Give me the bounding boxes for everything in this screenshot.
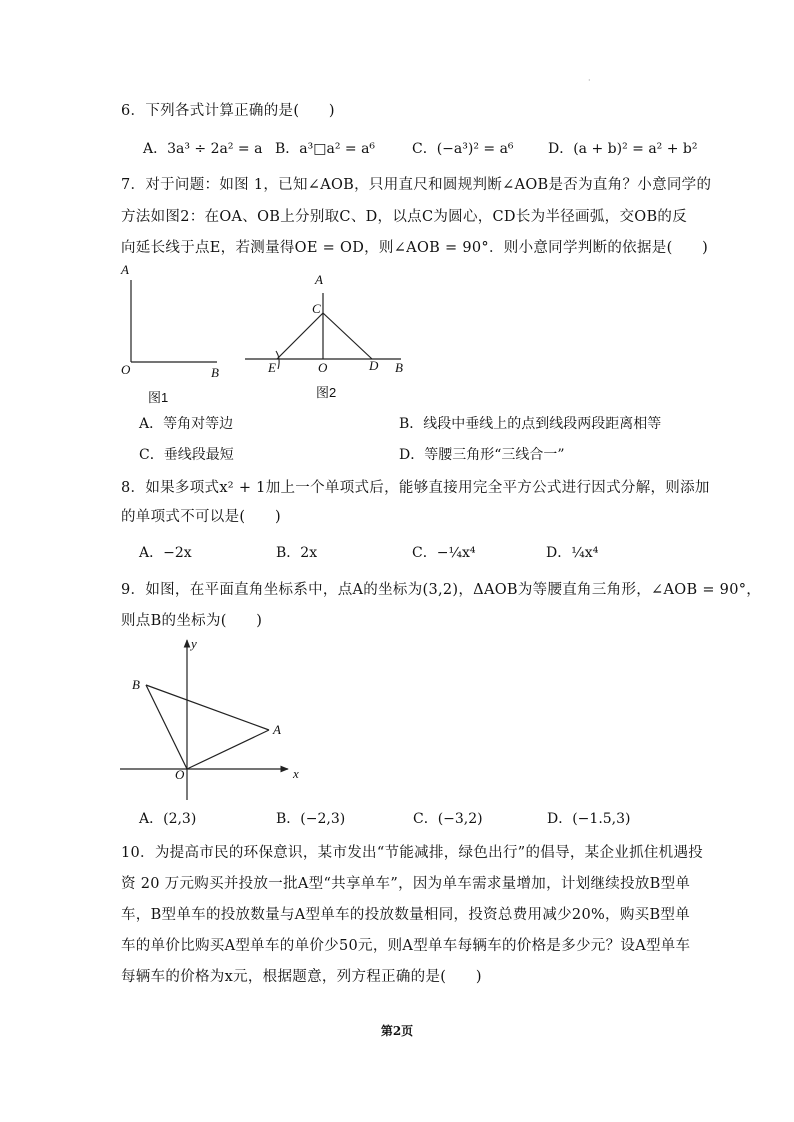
q7-line-1: 7．对于问题：如图 1，已知∠AOB，只用直尺和圆规判断∠AOB是否为直角？小意同学的 (121, 177, 712, 193)
fig2-label-a: A (315, 272, 323, 287)
q9-option-d[interactable]: D．(−1.5,3) (547, 811, 631, 827)
fig1-label-o: O (121, 362, 131, 377)
fig2-label-c: C (312, 301, 321, 316)
q8-option-a[interactable]: A．−2x (139, 545, 192, 561)
q9-line-1: 9．如图，在平面直角坐标系中，点A的坐标为(3,2)，ΔAOB为等腰直角三角形，∠AOB = 90°， (121, 582, 762, 598)
page-number: 第2页 (380, 1024, 414, 1038)
q9-option-a[interactable]: A．(2,3) (139, 811, 197, 827)
q7-option-d[interactable]: D．等腰三角形“三线合一” (399, 447, 565, 463)
q6-option-a[interactable]: A．3a³ ÷ 2a² = a (143, 141, 263, 157)
q9-label-b: B (132, 677, 140, 692)
fig1-label-a: A (121, 262, 129, 277)
fig1-caption: 图1 (148, 390, 169, 405)
fig2-arc (276, 351, 279, 369)
page-footer (0, 1022, 794, 1039)
q8-option-c[interactable]: C．−¼x⁴ (412, 545, 476, 561)
q9-label-y: y (191, 636, 197, 651)
q8-option-b[interactable]: B．2x (276, 545, 318, 561)
q8-line-1: 8．如果多项式x² + 1加上一个单项式后，能够直接用完全平方公式进行因式分解，则添加 (121, 480, 710, 496)
q6-stem: 6．下列各式计算正确的是( ) (121, 103, 335, 119)
q6-option-c[interactable]: C．(−a³)² = a⁶ (412, 141, 514, 157)
q10-line-4: 车的单价比购买A型单车的单价少50元，则A型单车每辆车的价格是多少元？设A型单车 (121, 938, 691, 954)
q8-option-d[interactable]: D．¼x⁴ (546, 545, 599, 561)
q7-option-c[interactable]: C．垂线段最短 (139, 447, 234, 463)
q7-option-a[interactable]: A．等角对等边 (139, 416, 234, 432)
q8-line-2: 的单项式不可以是( ) (121, 509, 281, 525)
fig2-caption: 图2 (316, 385, 337, 400)
q9-label-a: A (273, 722, 281, 737)
fig2-label-o: O (318, 360, 328, 375)
q7-line-3: 向延长线于点E，若测量得OE = OD，则∠AOB = 90°．则小意同学判断的依据是( ) (121, 240, 709, 256)
stray-dot: · (588, 76, 591, 85)
fig2-label-d: D (369, 358, 379, 373)
q9-segment-oa (187, 730, 269, 769)
q9-option-c[interactable]: C．(−3,2) (413, 811, 483, 827)
fig1-label-b: B (211, 365, 219, 380)
q9-option-b[interactable]: B．(−2,3) (276, 811, 346, 827)
q10-line-1: 10．为提高市民的环保意识，某市发出“节能减排，绿色出行”的倡导，某企业抓住机遇投 (121, 845, 704, 861)
fig2-label-e: E (268, 360, 276, 375)
fig2-segment-ce (277, 313, 323, 359)
q9-coordinate-figure (118, 638, 318, 808)
fig2-segment-cd (323, 313, 372, 359)
fig2-label-b: B (395, 360, 403, 375)
q9-label-o: O (175, 767, 185, 782)
q9-line-2: 则点B的坐标为( ) (121, 613, 263, 629)
q7-line-2: 方法如图2：在OA、OB上分别取C、D，以点C为圆心，CD长为半径画弧，交OB的反 (121, 209, 688, 225)
q10-line-3: 车，B型单车的投放数量与A型单车的投放数量相同，投资总费用减少20%，购买B型单 (121, 907, 691, 923)
figure-1-right-angle (120, 270, 240, 380)
q10-line-5: 每辆车的价格为x元，根据题意，列方程正确的是( ) (121, 969, 482, 985)
q9-label-x: x (293, 766, 299, 781)
q7-option-b[interactable]: B．线段中垂线上的点到线段两段距离相等 (399, 416, 662, 432)
q6-option-d[interactable]: D．(a + b)² = a² + b² (548, 141, 698, 157)
q10-line-2: 资 20 万元购买并投放一批A型“共享单车”，因为单车需求量增加，计划继续投放B型单 (121, 876, 691, 892)
q6-option-b[interactable]: B．a³□a² = a⁶ (275, 141, 376, 157)
